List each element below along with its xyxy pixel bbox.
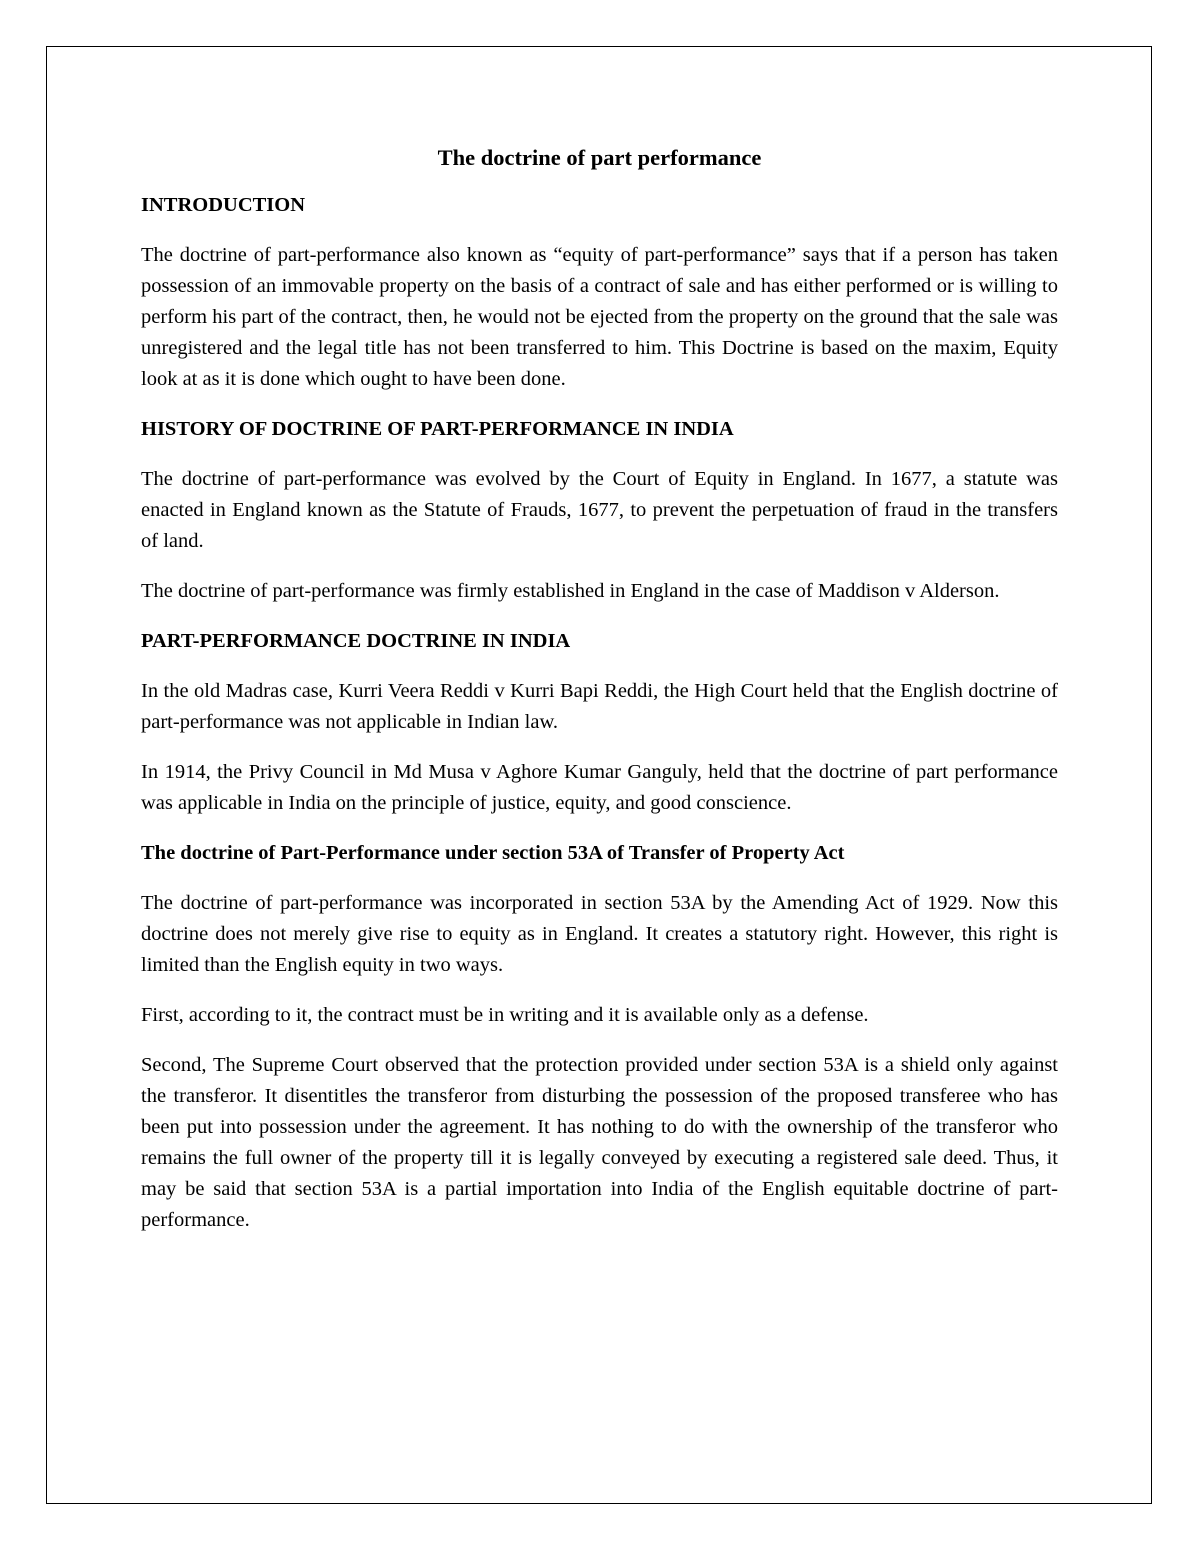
paragraph: First, according to it, the contract must be in writing and it is available only as a defense. <box>141 1004 869 1026</box>
paragraph: The doctrine of part-performance also known as “equity of part-performance” says that if a person has taken possession of an immovable property on the basis of a contract of sale and has either performed or is willing to perform his part of the contract, then, he would not be ejected from the property on the ground that the sale was unregistered and the legal title has not been transferred to him. This Doctrine is based on the maxim, Equity look at as it is done which ought to have been done. <box>141 244 1058 390</box>
heading-introduction: INTRODUCTION <box>141 194 306 216</box>
heading-history: HISTORY OF DOCTRINE OF PART-PERFORMANCE IN INDIA <box>141 418 734 440</box>
paragraph: The doctrine of part-performance was incorporated in section 53A by the Amending Act of 1929. Now this doctrine does not merely give rise to equity as in England. It creates a statutory right. However, this right is limited than the English equity in two ways. <box>141 892 1058 976</box>
paragraph: In the old Madras case, Kurri Veera Reddi v Kurri Bapi Reddi, the High Court held that the English doctrine of part-performance was not applicable in Indian law. <box>141 680 1058 733</box>
document-body <box>141 142 1058 1255</box>
heading-section-53a: The doctrine of Part-Performance under section 53A of Transfer of Property Act <box>141 842 845 864</box>
paragraph: Second, The Supreme Court observed that the protection provided under section 53A is a shield only against the transferor. It disentitles the transferor from disturbing the possession of the proposed transferee who has been put into possession under the agreement. It has nothing to do with the ownership of the transferor who remains the full owner of the property till it is legally conveyed by executing a registered sale deed. Thus, it may be said that section 53A is a partial importation into India of the English equitable doctrine of part-performance. <box>141 1054 1058 1231</box>
document-title: The doctrine of part performance <box>437 145 762 170</box>
heading-india: PART-PERFORMANCE DOCTRINE IN INDIA <box>141 630 571 652</box>
paragraph: The doctrine of part-performance was evolved by the Court of Equity in England. In 1677, a statute was enacted in England known as the Statute of Frauds, 1677, to prevent the perpetuation of fraud in the transfers of land. <box>141 468 1058 552</box>
paragraph: In 1914, the Privy Council in Md Musa v Aghore Kumar Ganguly, held that the doctrine of part performance was applicable in India on the principle of justice, equity, and good conscience. <box>141 761 1058 814</box>
paragraph: The doctrine of part-performance was firmly established in England in the case of Maddison v Alderson. <box>141 580 1000 602</box>
